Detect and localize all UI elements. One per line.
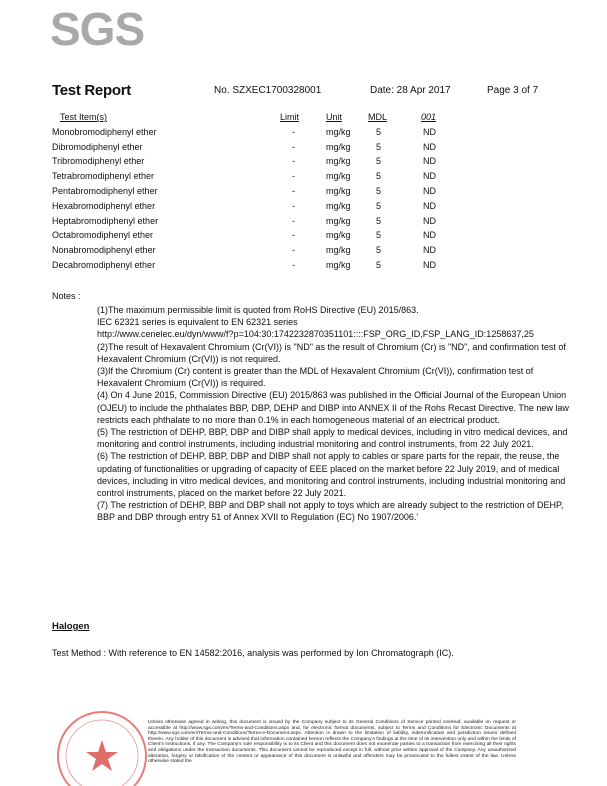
report-title: Test Report [52,82,131,99]
cell-mdl: 5 [376,126,382,137]
cell-limit: - [292,185,295,196]
test-method: Test Method : With reference to EN 14582:2016, analysis was performed by Ion Chromatograph (IC). [52,648,454,658]
column-header-unit: Unit [326,112,343,122]
sgs-logo: SGS [50,3,145,55]
column-header-mdl: MDL [368,112,388,122]
cell-mdl: 5 [376,141,382,152]
cell-test-item: Pentabromodiphenyl ether [52,185,158,196]
note-item: (6) The restriction of DEHP, BBP, DBP and DIBP shall not apply to cables or spare parts for the repair, the reuse, the updating of functionalities or upgrading of capacity of EEE placed on the market before 22 July 2019, and of medical devices, including in vitro medical devices, and monitoring and control instruments, including industrial monitoring and control instruments, placed on the market before 22 July 2021. [97,451,566,499]
cell-limit: - [292,171,295,182]
cell-unit: mg/kg [326,185,351,196]
cell-limit: - [292,230,295,241]
cell-test-item: Tetrabromodiphenyl ether [52,171,155,182]
table-row [52,186,452,201]
table-row [52,216,452,231]
cell-unit: mg/kg [326,171,351,182]
cell-limit: - [292,259,295,270]
note-item: (4) On 4 June 2015, Commission Directive (EU) 2015/863 was published in the Official Journal of the European Union (OJEU) to include the phthalates BBP, DBP, DEHP and DIBP into ANNEX II of the Rohs Recast Directive. The new law restricts each phthalate to no more than 0.1% in each homogeneous material of an electrical product. [97,390,569,425]
cell-mdl: 5 [376,259,382,270]
table-row [52,171,452,186]
table-row [52,142,452,157]
column-header-limit: Limit [280,112,300,122]
cell-test-item: Decabromodiphenyl ether [52,259,156,270]
table-row [52,156,452,171]
cell-result: ND [423,156,436,167]
cell-result: ND [423,185,436,196]
cell-result: ND [423,215,436,226]
note-item: (7) The restriction of DEHP, BBP and DBP shall not apply to toys which are already subject to the restriction of DEHP, BBP and DBP through entry 51 of Annex XVII to Regulation (EC) No 1907/2006.' [97,500,564,523]
cell-result: ND [423,259,436,270]
cell-unit: mg/kg [326,141,351,152]
cell-mdl: 5 [376,185,382,196]
legal-disclaimer: Unless otherwise agreed in writing, this document is issued by the Company subject to its General Conditions of Service printed overleaf, available on request or accessible at http://www.sgs.com/en/Terms-and-Conditions.aspx and, for electronic format documents, subject to Terms and Conditions for Electronic Documents at http://www.sgs.com/en/Terms-and-Conditions/Terms-e-Document.aspx. Attention is drawn to the limitation of liability, indemnification and jurisdiction issues defined therein. Any holder of this document is advised that information contained hereon reflects the Company's findings at the time of its intervention only and within the limits of Client's instructions, if any. The Company's sole responsibility is to its Client and this document does not exonerate parties to a transaction from exercising all their rights and obligations under the transaction documents. This document cannot be reproduced except in full, without prior written approval of the Company. Any unauthorized alteration, forgery or falsification of the content or appearance of this document is unlawful and offenders may be prosecuted to the fullest extent of the law. Unless otherwise stated the [148,720,516,765]
report-date: Date: 28 Apr 2017 [370,85,451,96]
column-header-test-item: Test Item(s) [60,112,108,122]
note-item: http://www.cenelec.eu/dyn/www/f?p=104:30:1742232870351101::::FSP_ORG_ID,FSP_LANG_ID:1258637,25 [97,329,534,340]
note-item: (1)The maximum permissible limit is quoted from RoHS Directive (EU) 2015/863. [97,305,419,315]
cell-limit: - [292,141,295,152]
cell-limit: - [292,200,295,211]
cell-mdl: 5 [376,245,382,256]
table-row [52,201,452,216]
note-item: (3)If the Chromium (Cr) content is greater than the MDL of Hexavalent Chromium (Cr(VI)), confirmation test of Hexavalent Chromium (Cr(VI)) is required. [97,366,534,389]
company-seal [52,706,152,786]
cell-test-item: Dibromodiphenyl ether [52,141,143,152]
cell-limit: - [292,126,295,137]
cell-mdl: 5 [376,230,382,241]
cell-unit: mg/kg [326,230,351,241]
notes-label: Notes : [52,291,81,301]
cell-mdl: 5 [376,200,382,211]
cell-test-item: Octabromodiphenyl ether [52,230,154,241]
note-item: (2)The result of Hexavalent Chromium (Cr(VI)) is "ND" as the result of Chromium (Cr) is "ND", and confirmation test of Hexavalent Chromium (Cr(VI)) is not required. [97,341,566,364]
cell-result: ND [423,141,436,152]
table-row [52,245,452,260]
cell-unit: mg/kg [326,126,351,137]
note-item: (5) The restriction of DEHP, BBP, DBP and DIBP shall apply to medical devices, including in vitro medical devices, and monitoring and control instruments, including industrial monitoring and control instruments, from 22 July 2021. [97,427,568,450]
table-header [52,112,452,127]
table-row [52,260,452,275]
note-item: IEC 62321 series is equivalent to EN 62321 series [97,317,298,328]
table-row [52,230,452,245]
column-header-result: 001 [421,112,437,122]
cell-result: ND [423,245,436,256]
cell-unit: mg/kg [326,200,351,211]
page-indicator: Page 3 of 7 [487,85,539,96]
results-table [52,112,452,275]
table-row [52,127,452,142]
cell-limit: - [292,156,295,167]
cell-test-item: Nonabromodiphenyl ether [52,245,156,256]
cell-test-item: Monobromodiphenyl ether [52,126,157,137]
cell-test-item: Hexabromodiphenyl ether [52,200,156,211]
halogen-heading: Halogen [52,621,90,632]
cell-test-item: Tribromodiphenyl ether [52,156,145,167]
cell-limit: - [292,215,295,226]
cell-limit: - [292,245,295,256]
cell-result: ND [423,171,436,182]
cell-result: ND [423,200,436,211]
cell-unit: mg/kg [326,259,351,270]
cell-unit: mg/kg [326,215,351,226]
cell-unit: mg/kg [326,245,351,256]
cell-mdl: 5 [376,215,382,226]
cell-mdl: 5 [376,156,382,167]
cell-result: ND [423,230,436,241]
cell-result: ND [423,126,436,137]
cell-test-item: Heptabromodiphenyl ether [52,215,159,226]
cell-unit: mg/kg [326,156,351,167]
report-header [52,82,555,102]
notes-list [97,304,579,524]
cell-mdl: 5 [376,171,382,182]
report-number: No. SZXEC1700328001 [214,85,322,96]
